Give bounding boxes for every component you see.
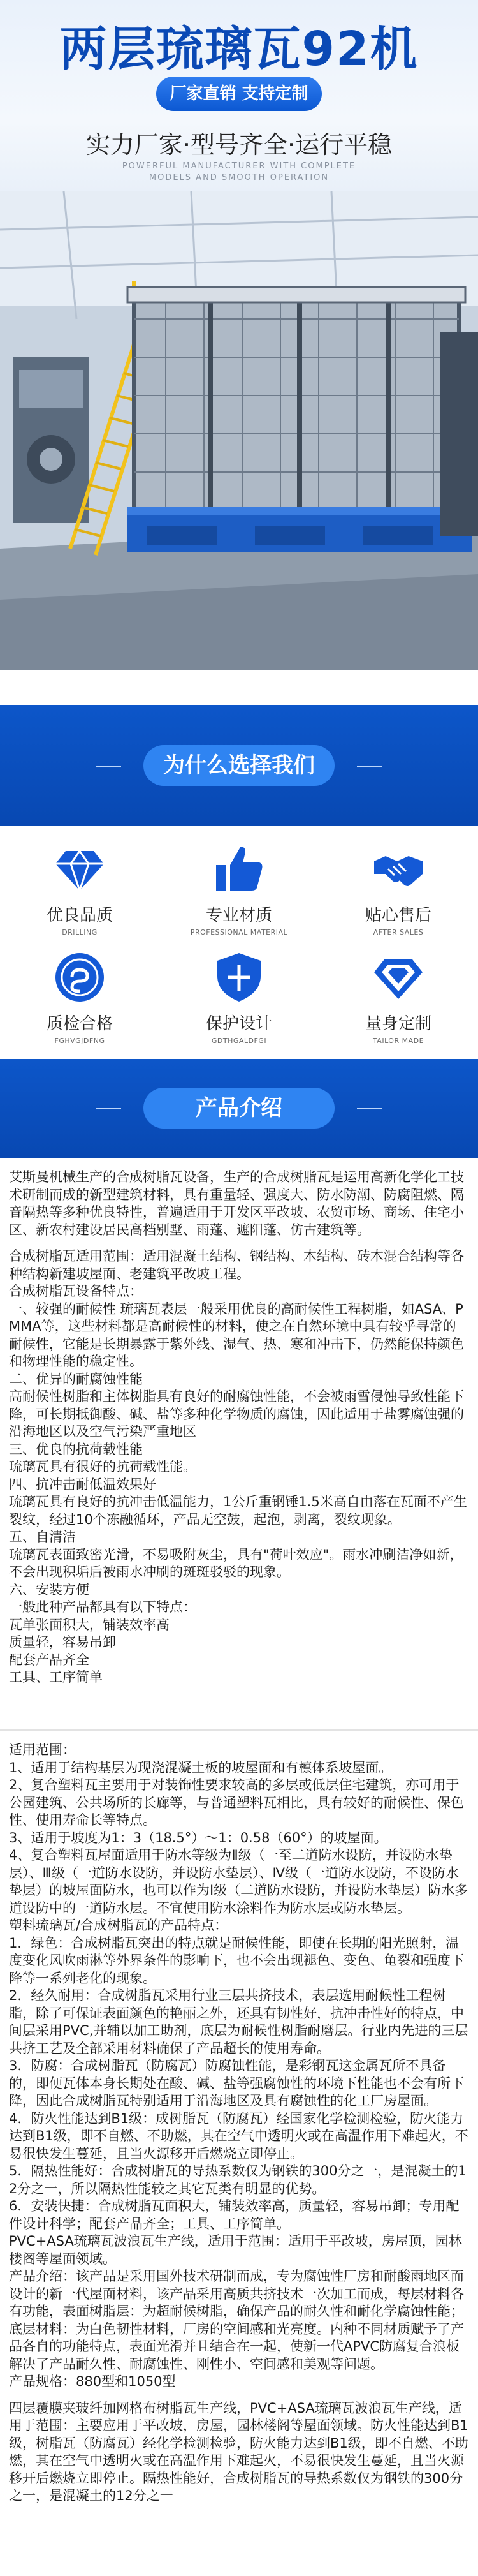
intro-text [9, 1169, 469, 1687]
feature-label: 贴心售后 [365, 906, 431, 925]
diamond-outline-icon [372, 951, 425, 1004]
intro-banner-deco-right [357, 1108, 382, 1109]
usage-paragraph: 塑料琉璃瓦/合成树脂瓦的产品特点： [9, 1918, 228, 1933]
intro-paragraph: 三、优良的抗荷载性能 [9, 1441, 143, 1457]
feature-material [159, 842, 319, 936]
feature-label: 专业材质 [205, 906, 272, 925]
feature-label: 优良品质 [46, 906, 113, 925]
usage-paragraph: 2、复合塑料瓦主要用于对装饰性要求较高的多层或低层住宅建筑，亦可用于公园建筑、公共场所的长廊等，与普通塑料瓦相比，具有较好的耐候性、保色性、使用寿命长等特点。 [9, 1777, 464, 1828]
intro-banner-deco-left [96, 1108, 121, 1109]
intro-paragraph: 六、安装方便 [9, 1581, 89, 1597]
hero-title: 两层琉璃瓦92机 [59, 22, 419, 77]
feature-label: 质检合格 [46, 1014, 113, 1033]
shield-icon [212, 951, 266, 1004]
usage-paragraph: 四层覆膜夹玻纤加网格布树脂瓦生产线，PVC+ASA琉璃瓦波浪瓦生产线，适用于范围：主要应用于平改坡，房屋，园林楼阁等屋面领域。防火性能达到B1级，树脂瓦（防腐瓦）经化学检测检验，防火能力达到B1级，即不自燃、不助燃，其在空气中透明火或在高温作用下难起火，不易很快发生蔓延，且当火源移开后燃烧立即停止。隔热性能好，合成树脂瓦的导热系数仅为钢铁的300分之一，是混凝土的12分之一 [9, 2400, 468, 2503]
feature-protection [159, 951, 319, 1045]
intro-paragraph: 一般此种产品都具有以下特点： [9, 1599, 196, 1615]
intro-banner [0, 1059, 478, 1158]
intro-paragraph: 质量轻，容易吊卸 [9, 1634, 116, 1650]
feature-quality [0, 842, 159, 936]
intro-paragraph: 瓦单张面积大，铺装效率高 [9, 1617, 170, 1632]
intro-paragraph: 配套产品齐全 [9, 1652, 89, 1668]
feature-label-en: PROFESSIONAL MATERIAL [190, 928, 288, 936]
intro-paragraph: 一、较强的耐候性 琉璃瓦表层一般采用优良的高耐候性工程树脂，如ASA、PMMA等，这些材料都是高耐候性的材料，使之在自然环境中具有较乎寻常的耐候性，它能是长期暴露于紫外线、湿气、热、寒和冲击下，仍然能保持颜色和物理性能的稳定性。 [9, 1301, 464, 1369]
why-title: 为什么选择我们 [143, 745, 335, 786]
usage-paragraph: 3、适用于坡度为1：3（18.5°）～1：0.58（60°）的坡屋面。 [9, 1830, 387, 1846]
hero-section [0, 0, 478, 670]
hero-slogan-en [0, 161, 478, 184]
quality-badge-icon [53, 951, 106, 1004]
diamond-icon [53, 842, 106, 896]
intro-paragraph: 四、抗冲击耐低温效果好 [9, 1476, 156, 1492]
why-banner-deco-right [357, 766, 382, 767]
thumbs-up-icon [212, 842, 266, 896]
intro-paragraph: 五、自清洁 [9, 1529, 76, 1544]
feature-label-en: GDTHGALDFGI [211, 1037, 267, 1045]
hero-slogan: 实力厂家·型号齐全·运行平稳 [85, 131, 393, 159]
usage-paragraph: 产品规格：880型和1050型 [9, 2374, 176, 2389]
feature-label-en: AFTER SALES [373, 928, 424, 936]
why-banner [0, 705, 478, 826]
feature-label-en: TAILOR MADE [372, 1037, 424, 1045]
intro-paragraph: 琉璃瓦表面致密光滑，不易吸附灰尘，具有"荷叶效应"。雨水冲刷洁净如新，不会出现积垢后被雨水冲刷的斑斑驳驳的现象。 [9, 1546, 463, 1580]
intro-paragraph: 二、优异的耐腐蚀性能 [9, 1371, 143, 1387]
intro-paragraph: 琉璃瓦具有很好的抗荷载性能。 [9, 1459, 196, 1474]
feature-label: 量身定制 [365, 1014, 431, 1033]
intro-paragraph: 合成树脂瓦设备特点： [9, 1284, 143, 1299]
intro-paragraph: 工具、工序简单 [9, 1669, 103, 1685]
machine-photo [0, 191, 478, 670]
usage-text [9, 1742, 469, 2505]
intro-paragraph: 高耐候性树脂和主体树脂具有良好的耐腐蚀性能，不会被雨雪侵蚀导致性能下降，可长期抵御酸、碱、盐等多种化学物质的腐蚀，因此适用于盐雾腐蚀强的沿海地区以及空气污染严重地区 [9, 1389, 464, 1439]
feature-grid [0, 829, 478, 1059]
intro-paragraph: 琉璃瓦具有良好的抗冲击低温能力，1公斤重钢锤1.5米高自由落在瓦面不产生裂纹，经过10个冻融循环，产品无空鼓，起泡，剥离，裂纹现象。 [9, 1494, 467, 1527]
usage-paragraph: 3．防腐：合成树脂瓦（防腐瓦）防腐蚀性能，是彩钢瓦这金属瓦所不具备的，即便瓦体本身长期处在酸、碱、盐等强腐蚀性的环境下性能也不会有所下降，因此合成树脂瓦特别适用于沿海地区及具有腐蚀性的化工厂房屋面。 [9, 2058, 464, 2108]
usage-paragraph: PVC+ASA琉璃瓦波浪瓦生产线，适用于范围：适用于平改坡，房屋顶，园林楼阁等屋面领域。 [9, 2233, 462, 2267]
usage-paragraph: 5．隔热性能好：合成树脂瓦的导热系数仅为钢铁的300分之一，是混凝土的12分之一，所以隔热性能较之其它瓦类有明显的优势。 [9, 2163, 467, 2196]
usage-paragraph: 6．安装快捷：合成树脂瓦面积大，铺装效率高，质量轻，容易吊卸；专用配件设计科学；配套产品齐全；工具、工序简单。 [9, 2198, 460, 2232]
handshake-icon [372, 842, 425, 896]
why-banner-deco-left [96, 766, 121, 767]
feature-label: 保护设计 [205, 1014, 272, 1033]
feature-custom [319, 951, 478, 1045]
feature-label-en: DRILLING [62, 928, 98, 936]
hero-badge: 厂家直销 支持定制 [156, 77, 322, 111]
feature-inspection [0, 951, 159, 1045]
usage-paragraph: 2．经久耐用：合成树脂瓦采用行业三层共挤技术，表层选用耐候性工程树脂，除了可保证表面颜色的艳丽之外，还具有韧性好，抗冲击性好的特点，中间层采用PVC,并辅以加工助剂，底层为耐候性树脂耐磨层。行业内先进的三层共挤工艺及全部采用材料确保了产品超长的使用寿命。 [9, 1988, 468, 2056]
feature-after-sales [319, 842, 478, 936]
intro-paragraph: 合成树脂瓦适用范围：适用混凝土结构、钢结构、木结构、砖木混合结构等各种结构新建坡屋面、老建筑平改坡工程。 [9, 1248, 464, 1282]
feature-label-en: FGHVGJDFNG [54, 1037, 105, 1045]
usage-paragraph: 4、复合塑料瓦屋面适用于防水等级为Ⅱ级（一至二道防水设防，并设防水垫层）、Ⅲ级（一道防水设防，并设防水垫层）、Ⅳ级（一道防水设防，不设防水垫层）的坡屋面防水，也可以作为Ⅰ级（二道防水设防，并设防水垫层）防水多道设防中的一道防水层。不宜使用防水涂料作为防水层或防水垫层。 [9, 1847, 468, 1916]
intro-paragraph: 艾斯曼机械生产的合成树脂瓦设备，生产的合成树脂瓦是运用高新化学化工技术研制而成的新型建筑材料，具有重量轻、强度大、防水防潮、防腐阻燃、隔音隔热等多种优良特性，普遍适用于开发区平改坡、农贸市场、商场、住宅小区、新农村建设居民高档别墅、雨蓬、遮阳蓬、仿古建筑等。 [9, 1169, 464, 1238]
section-divider [0, 1729, 478, 1731]
usage-paragraph: 1．绿色：合成树脂瓦突出的特点就是耐候性能，即使在长期的阳光照射，温度变化风吹雨淋等外界条件的影响下，也不会出现褪色、变色、龟裂和强度下降等一系列老化的现象。 [9, 1935, 464, 1986]
hero-slogan-en-line2: MODELS AND SMOOTH OPERATION [148, 173, 330, 182]
usage-paragraph: 产品介绍：该产品是采用国外技术研制而成，专为腐蚀性厂房和耐酸雨地区而设计的新一代屋面材料，该产品采用高质共挤技术一次加工而成，每层材料各有功能，表面树脂层：为超耐候树脂，确保产品的耐久性和耐化学腐蚀性能；底层材料：为白色韧性材料，厂房的空间感和光亮度。内种不同材质赋予了产品各自的功能特点，表面光滑并且结合在一起，使新一代APVC防腐复合浪板解决了产品耐久性、耐腐蚀性、刚性小、空间感和美观等问题。 [9, 2269, 464, 2372]
usage-paragraph: 4．防火性能达到B1级：成树脂瓦（防腐瓦）经国家化学检测检验，防火能力达到B1级，即不自燃、不助燃，其在空气中透明火或在高温作用下难起火，不易很快发生蔓延，且当火源移开后燃烧立即停止。 [9, 2110, 468, 2161]
hero-slogan-en-line1: POWERFUL MANUFACTURER WITH COMPLETE [122, 161, 356, 171]
intro-title: 产品介绍 [143, 1088, 335, 1129]
usage-paragraph: 适用范围： [9, 1742, 76, 1758]
usage-paragraph: 1、适用于结构基层为现浇混凝土板的坡屋面和有檩体系坡屋面。 [9, 1759, 393, 1775]
